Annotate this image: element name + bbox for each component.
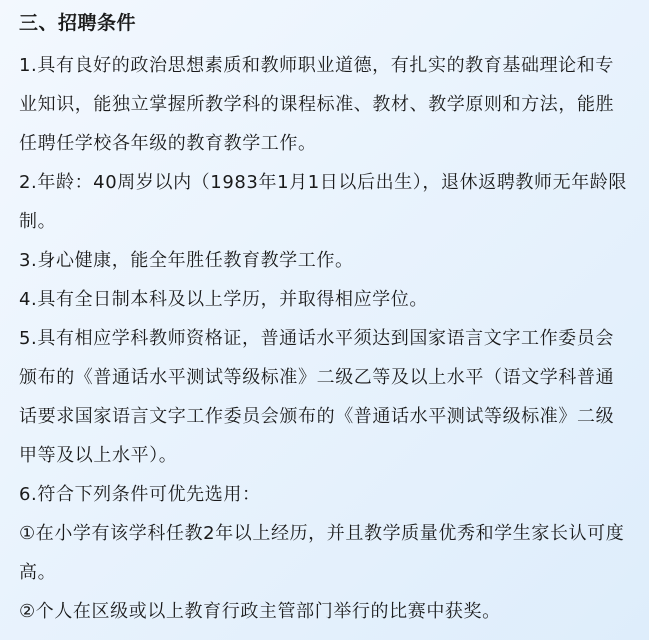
requirement-item-3: 3.身心健康，能全年胜任教育教学工作。 [19,250,354,271]
section-heading: 三、招聘条件 [19,12,137,34]
requirement-item-1: 1.具有良好的政治思想素质和教师职业道德，有扎实的教育基础理论和专业知识，能独立掌握所教学科的课程标准、教材、教学原则和方法，能胜任聘任学校各年级的教育教学工作。 [19,55,615,154]
priority-condition-2: ②个人在区级或以上教育行政主管部门举行的比赛中获奖。 [19,601,501,622]
requirement-item-2: 2.年龄：40周岁以内（1983年1月1日以后出生），退休返聘教师无年龄限制。 [19,172,627,232]
priority-condition-1: ①在小学有该学科任教2年以上经历，并且教学质量优秀和学生家长认可度高。 [19,523,625,583]
requirement-item-5: 5.具有相应学科教师资格证，普通话水平须达到国家语言文字工作委员会颁布的《普通话水平测试等级标准》二级乙等及以上水平（语文学科普通话要求国家语言文字工作委员会颁布的《普通话水平测试等级标准》二级甲等及以上水平）。 [19,328,615,466]
requirement-item-6: 6.符合下列条件可优先选用： [19,484,261,505]
requirement-item-4: 4.具有全日制本科及以上学历，并取得相应学位。 [19,289,428,310]
